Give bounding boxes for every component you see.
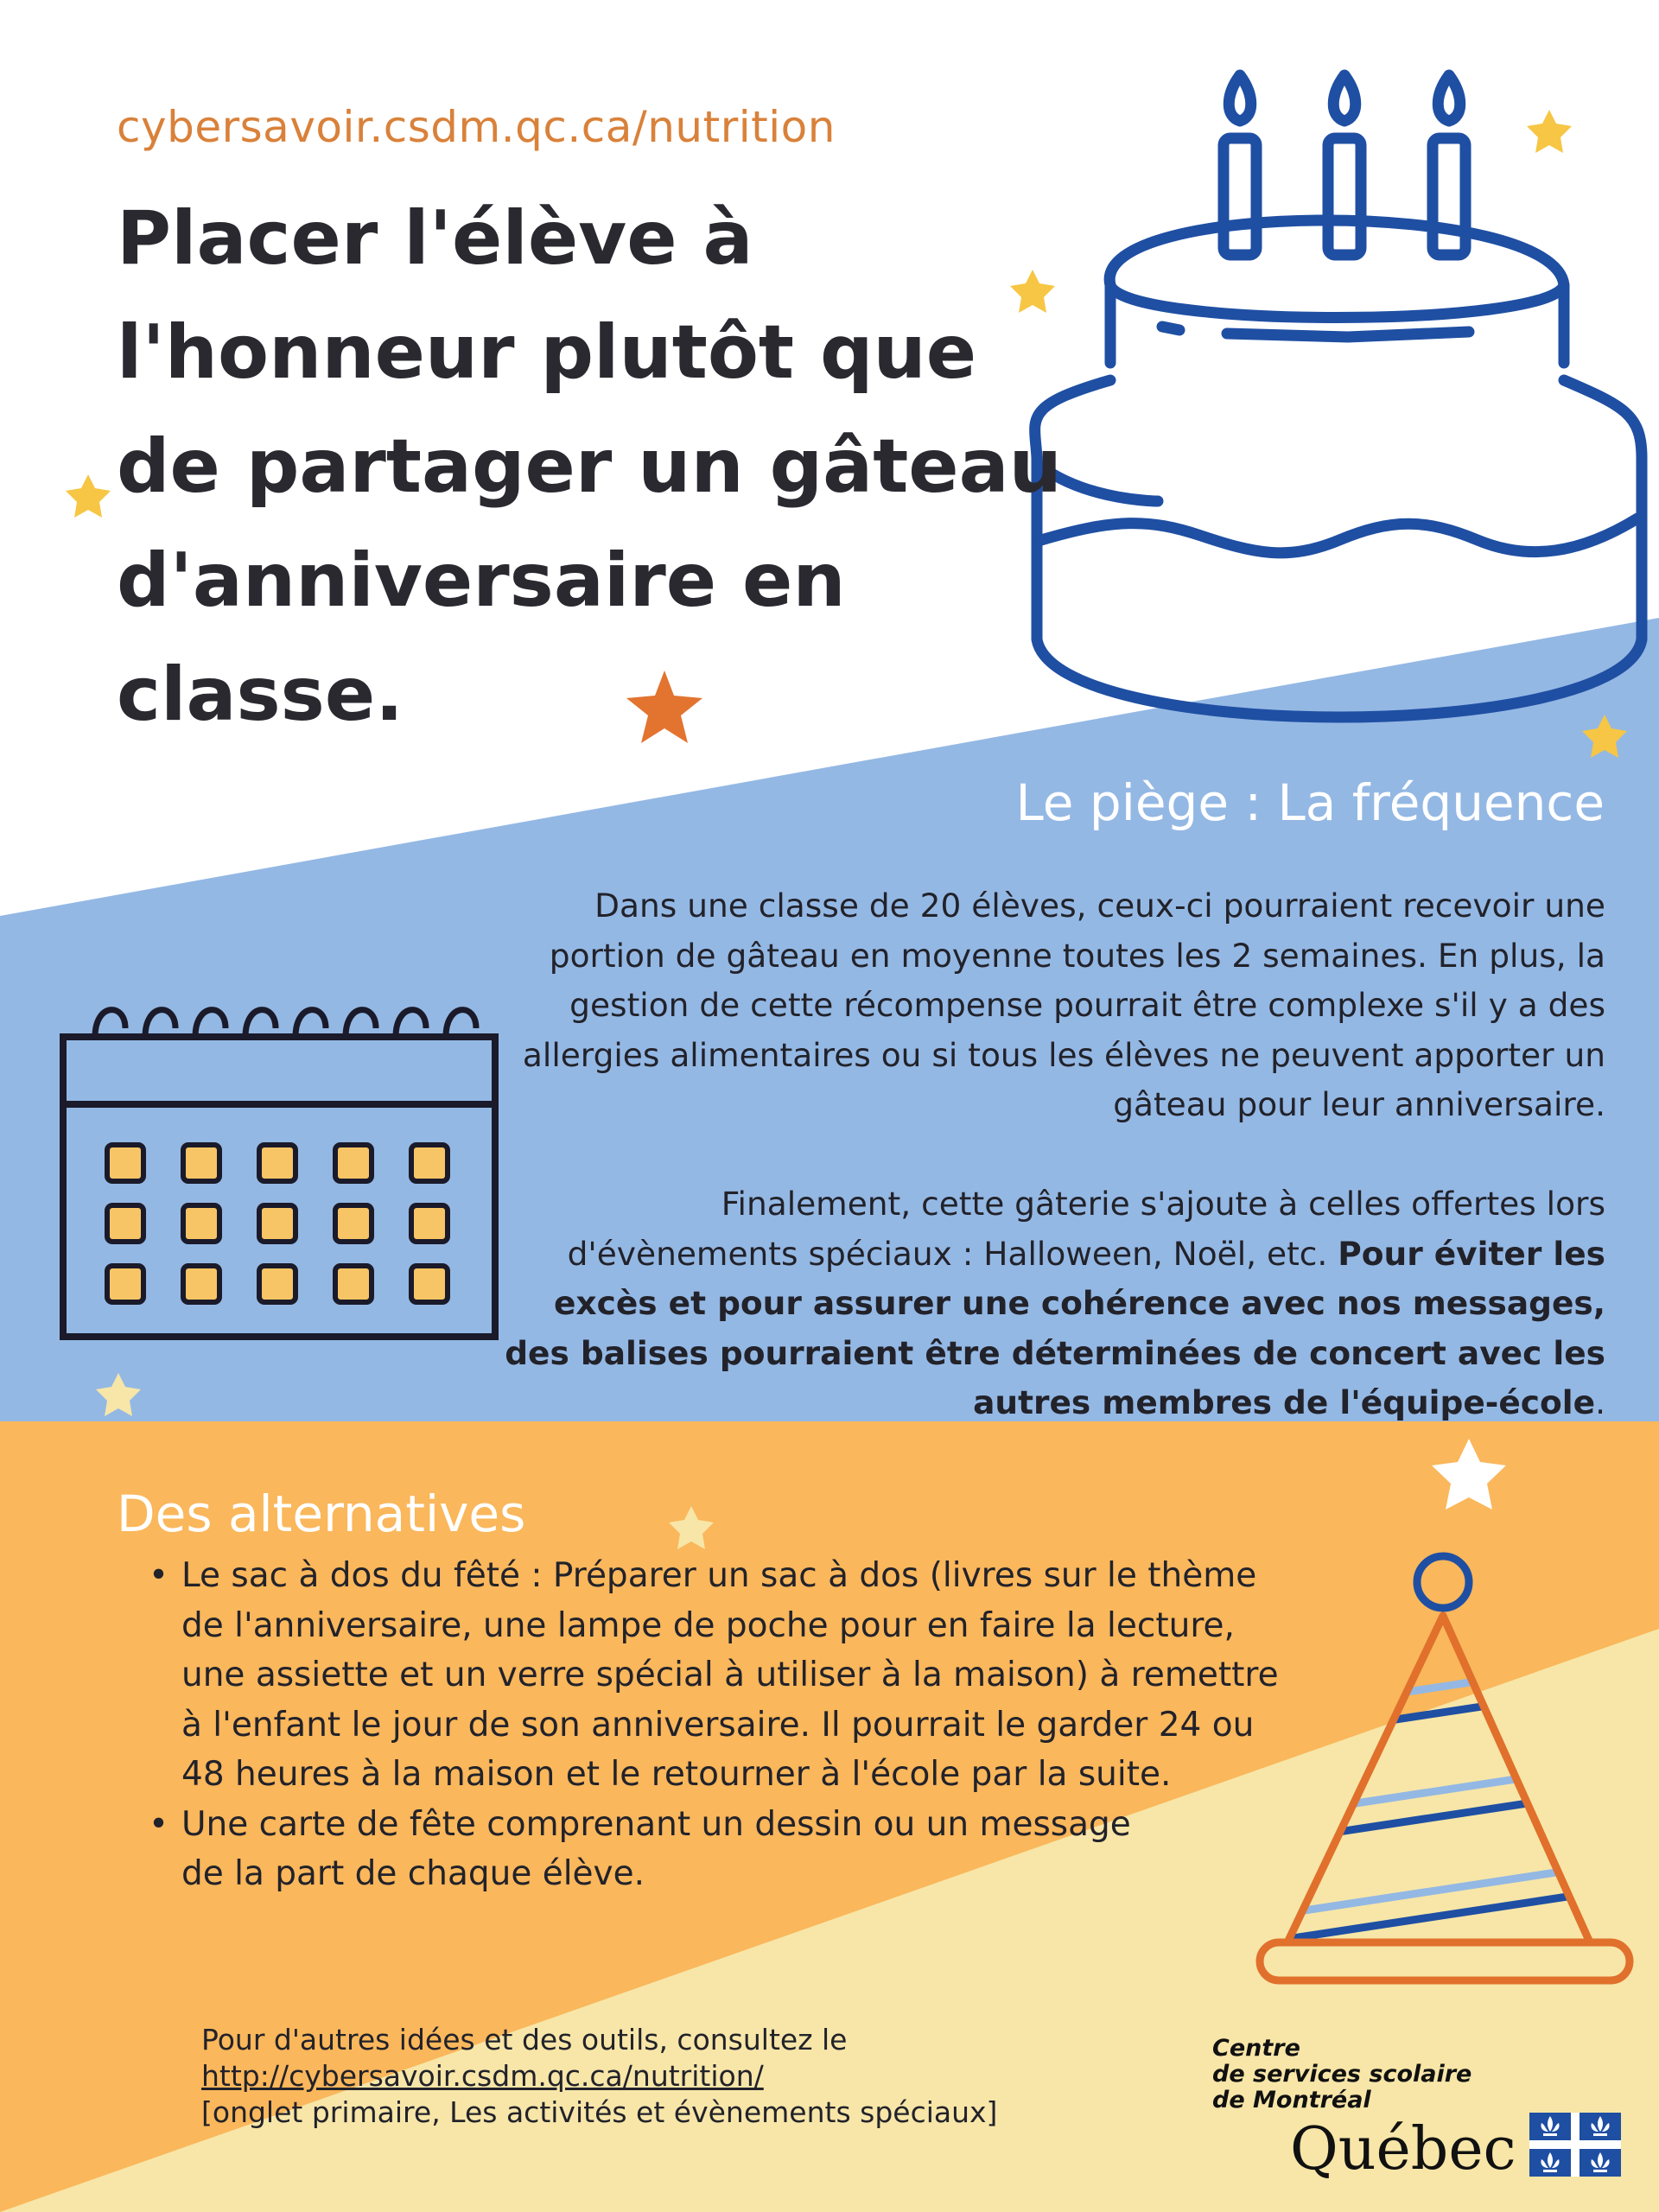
footer-line-1: Pour d'autres idées et des outils, consultez le xyxy=(201,2023,848,2056)
list-item-text: Le sac à dos du fêté : Préparer un sac à dos (livres sur le thème de l'anniversaire, une lampe de poche pour en faire la lecture, une assiette et un verre spécial à utiliser à la maison) à remettre à l'enfant le jour de son anniversaire. Il pourrait le garder 24 ou 48 heures à la maison et le retourner à l'école par la suite. xyxy=(181,1556,1279,1794)
org-name-line-3: de Montréal xyxy=(1212,2087,1371,2113)
fleur-de-lis-flag-icon xyxy=(1529,2113,1621,2177)
bullet-icon: • xyxy=(149,1556,169,1595)
list-item-text: Une carte de fête comprenant un dessin ou un message de la part de chaque élève. xyxy=(181,1804,1131,1893)
page-title: Placer l'élève à l'honneur plutôt que de partager un gâteau d'anniversaire en classe. xyxy=(117,195,1062,738)
piege-paragraph-2-emphasis: Pour éviter les excès et pour assurer une cohérence avec nos messages, des balises pourraient être déterminées de concert avec les autres membres de l'équipe-école xyxy=(505,1234,1605,1421)
section-heading-alternatives: Des alternatives xyxy=(117,1484,526,1543)
list-item xyxy=(138,1551,1348,1800)
section-heading-piege: Le piège : La fréquence xyxy=(1015,773,1605,832)
footer-line-3: [onglet primaire, Les activités et évènements spéciaux] xyxy=(201,2095,998,2129)
bullet-icon: • xyxy=(149,1804,169,1844)
footer-link[interactable]: http://cybersavoir.csdm.qc.ca/nutrition/ xyxy=(201,2059,764,2093)
org-name-line-2: de services scolaire xyxy=(1212,2061,1472,2088)
alternatives-list xyxy=(138,1551,1348,1899)
quebec-wordmark: Québec xyxy=(1290,2115,1516,2183)
site-url[interactable]: cybersavoir.csdm.qc.ca/nutrition xyxy=(117,102,836,152)
piege-paragraph-2 xyxy=(482,1179,1605,1428)
piege-paragraph-2-intro: Finalement, cette gâterie s'ajoute à celles offertes lors d'évènements spéciaux : Halloween, Noël, etc. xyxy=(567,1185,1605,1273)
piege-paragraph-1: Dans une classe de 20 élèves, ceux-ci pourraient recevoir une portion de gâteau en moyenne toutes les 2 semaines. En plus, la gestion de cette récompense pourrait être complexe s'il y a des allergies alimentaires ou si tous les élèves ne peuvent apporter un gâteau pour leur anniversaire. xyxy=(522,887,1605,1123)
org-name xyxy=(1212,2036,1471,2113)
piege-paragraph-2-end: . xyxy=(1595,1383,1605,1421)
footer-note xyxy=(201,2022,997,2131)
list-item xyxy=(138,1800,1348,1899)
org-name-line-1: Centre xyxy=(1212,2035,1300,2062)
birthday-cake-icon xyxy=(1035,75,1642,717)
